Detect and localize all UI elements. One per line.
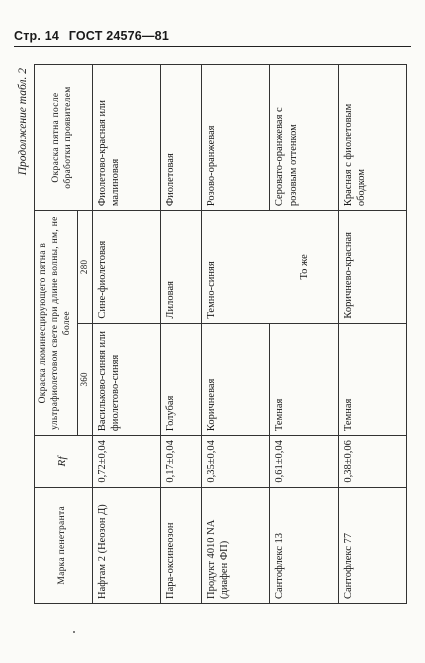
col-brand: Марка пенетранта: [35, 487, 93, 603]
cell-rf: 0,35±0,04: [202, 436, 270, 488]
cell-developer: Фиолетово-красная или малиновая: [92, 65, 160, 211]
table-row: [270, 65, 338, 604]
cell-developer: Серовато-оранжевая с розовым оттенком: [270, 65, 338, 211]
table-row: [338, 65, 406, 604]
cell-uv360: Голубая: [160, 323, 201, 435]
rotated-table-frame: [14, 64, 411, 604]
cell-developer: Красная с фиолетовым ободком: [338, 65, 406, 211]
table-header-row: [35, 65, 78, 604]
cell-uv280: Коричнево-красная: [338, 211, 406, 323]
cell-uv280: То же: [270, 211, 338, 323]
cell-uv360: Темная: [338, 323, 406, 435]
table-row: [160, 65, 201, 604]
continuation-title: Продолжение табл. 2: [17, 68, 29, 176]
cell-uv360: Коричневая: [202, 323, 270, 435]
cell-rf: 0,17±0,04: [160, 436, 201, 488]
cell-uv280: Темно-синяя: [202, 211, 270, 323]
col-uv280: 280: [77, 211, 92, 323]
page-number: Стр. 14: [14, 29, 60, 43]
cell-rf: 0,61±0,04: [270, 436, 338, 488]
page-header: [14, 29, 169, 43]
cell-developer: Розово-оранжевая: [202, 65, 270, 211]
cell-uv360: Темная: [270, 323, 338, 435]
print-speck: [73, 631, 75, 633]
cell-developer: Фиолетовая: [160, 65, 201, 211]
standard-number: ГОСТ 24576—81: [68, 29, 169, 43]
cell-brand: Продукт 4010 NA (диафен ФП): [202, 487, 270, 603]
cell-brand: Сантофлекс 77: [338, 487, 406, 603]
cell-uv280: Лиловая: [160, 211, 201, 323]
cell-brand: Пара-оксинеозон: [160, 487, 201, 603]
col-rf: Rf: [35, 436, 93, 488]
header-rule: [14, 46, 411, 47]
data-table: [34, 64, 407, 604]
cell-uv360: Васильково-синяя или фиолетово-синяя: [92, 323, 160, 435]
cell-rf: 0,72±0,04: [92, 436, 160, 488]
cell-rf: 0,38±0,06: [338, 436, 406, 488]
cell-brand: Сантофлекс 13: [270, 487, 338, 603]
col-uv-group: Окраска люминесцирующего пятна в ультрафиолетовом свете при длине волны, нм, не более: [35, 211, 78, 436]
col-developer: Окраска пятна после обработки проявителем: [35, 65, 93, 211]
cell-uv280: Сине-фиолетовая: [92, 211, 160, 323]
table-row: [92, 65, 160, 604]
col-uv360: 360: [77, 323, 92, 435]
cell-brand: Нафтам 2 (Неозон Д): [92, 487, 160, 603]
table-row: [202, 65, 270, 604]
rotated-table-area: [14, 64, 411, 604]
